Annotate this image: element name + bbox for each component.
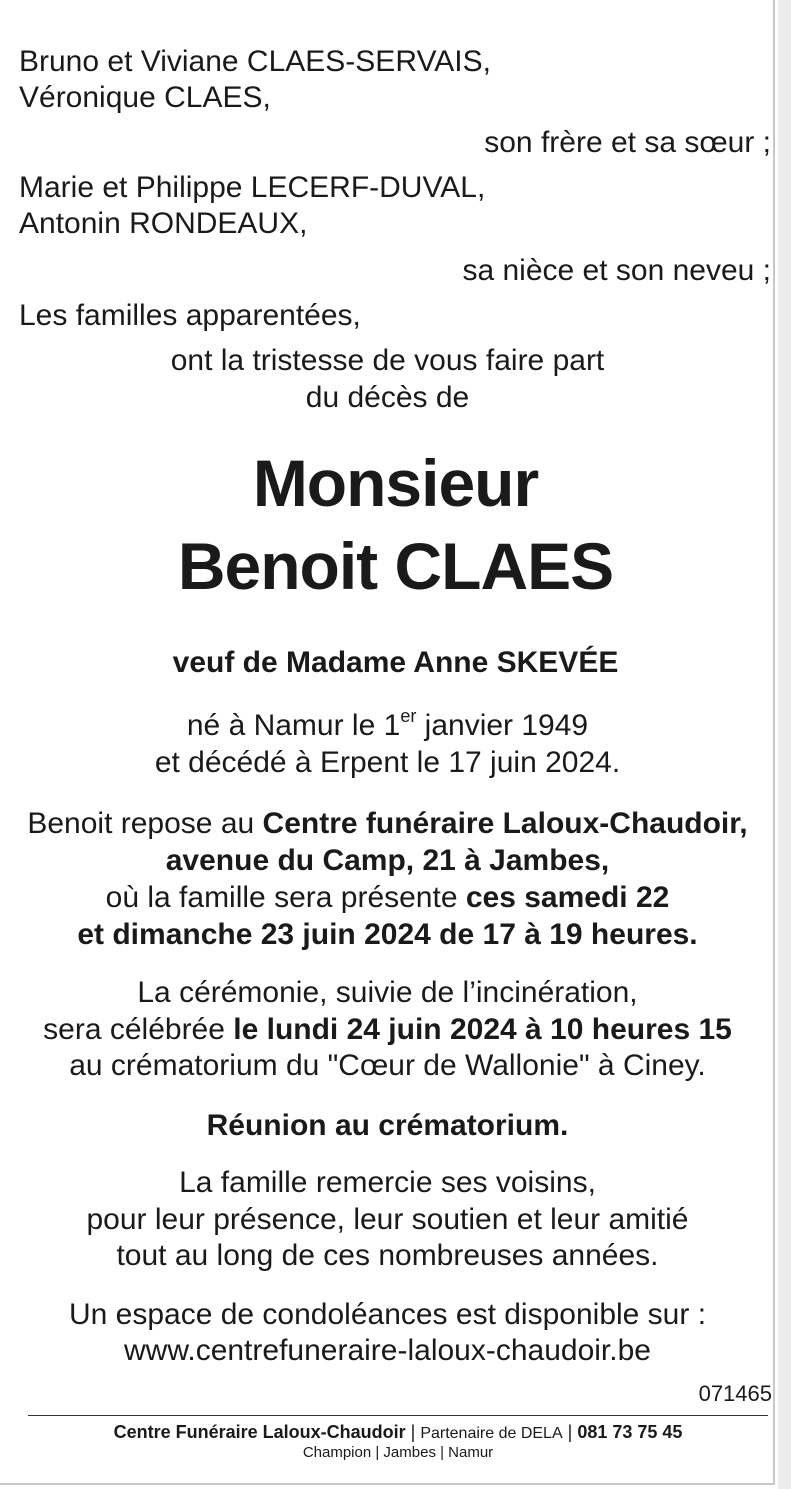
page-edge [778,0,791,1489]
footer-partner: Partenaire de DELA [420,1425,563,1442]
rest-line-3-normal: où la famille sera présente [105,881,466,914]
rest-line-1-normal: Benoit repose au [27,807,263,840]
rest-line-1 [0,806,775,842]
condolences-url[interactable]: www.centrefuneraire-laloux-chaudoir.be [124,1334,651,1367]
thanks-line-3: tout au long de ces nombreuses années. [116,1239,659,1272]
spouse-line: veuf de Madame Anne SKEVÉE [172,646,619,679]
death-line: et décédé à Erpent le 17 juin 2024. [154,746,621,779]
relation-line-2: sa nièce et son neveu ; [462,254,771,287]
rest-line-3 [0,880,775,916]
thanks-line-2: pour leur présence, leur soutien et leur amitié [86,1203,689,1236]
ceremony-line-2-normal: sera célébrée [43,1013,234,1046]
ceremony-date: le lundi 24 juin 2024 à 10 heures 15 [233,1013,732,1046]
footer-separator: | [567,1422,573,1442]
announce-line-2: du décès de [305,381,470,414]
ceremony-line-1: La cérémonie, suivie de l’incinération, [137,976,638,1009]
ceremony-line-2 [0,1012,775,1048]
condolences-line-1: Un espace de condoléances est disponible sur : [68,1298,707,1331]
footer-divider [28,1415,768,1416]
birth-suffix: janvier 1949 [416,709,589,742]
birth-prefix: né à Namur le 1 [186,709,401,742]
birth-line [0,708,775,744]
family-line-3: Marie et Philippe LECERF-DUVAL, [19,171,486,204]
family-line-5: Les familles apparentées, [19,299,361,332]
reference-number: 071465 [698,1381,772,1406]
visit-days-1: ces samedi 22 [465,881,670,914]
rest-address: avenue du Camp, 21 à Jambes, [165,844,610,877]
visit-days-2: et dimanche 23 juin 2024 de 17 à 19 heures. [77,918,698,951]
footer-separator: | [410,1422,416,1442]
family-line-2: Véronique CLAES, [19,81,271,114]
footer-phone: 081 73 75 45 [577,1422,683,1442]
ceremony-line-3: au crématorium du "Cœur de Wallonie" à Ciney. [69,1049,706,1082]
family-line-1: Bruno et Viviane CLAES-SERVAIS, [19,45,491,78]
announce-line-1: ont la tristesse de vous faire part [170,344,605,377]
footer-line [28,1421,768,1445]
footer-locations: Champion | Jambes | Namur [302,1444,494,1461]
footer-company: Centre Funéraire Laloux-Chaudoir [113,1422,406,1442]
birth-sup: er [400,706,417,726]
relation-line-1: son frère et sa sœur ; [484,126,771,159]
deceased-name: Benoit CLAES [177,529,614,603]
funeral-center-name: Centre funéraire Laloux-Chaudoir, [262,807,748,840]
family-line-4: Antonin RONDEAUX, [19,207,308,240]
reunion-line: Réunion au crématorium. [206,1109,569,1142]
deceased-title: Monsieur [252,446,539,520]
thanks-line-1: La famille remercie ses voisins, [179,1166,596,1199]
